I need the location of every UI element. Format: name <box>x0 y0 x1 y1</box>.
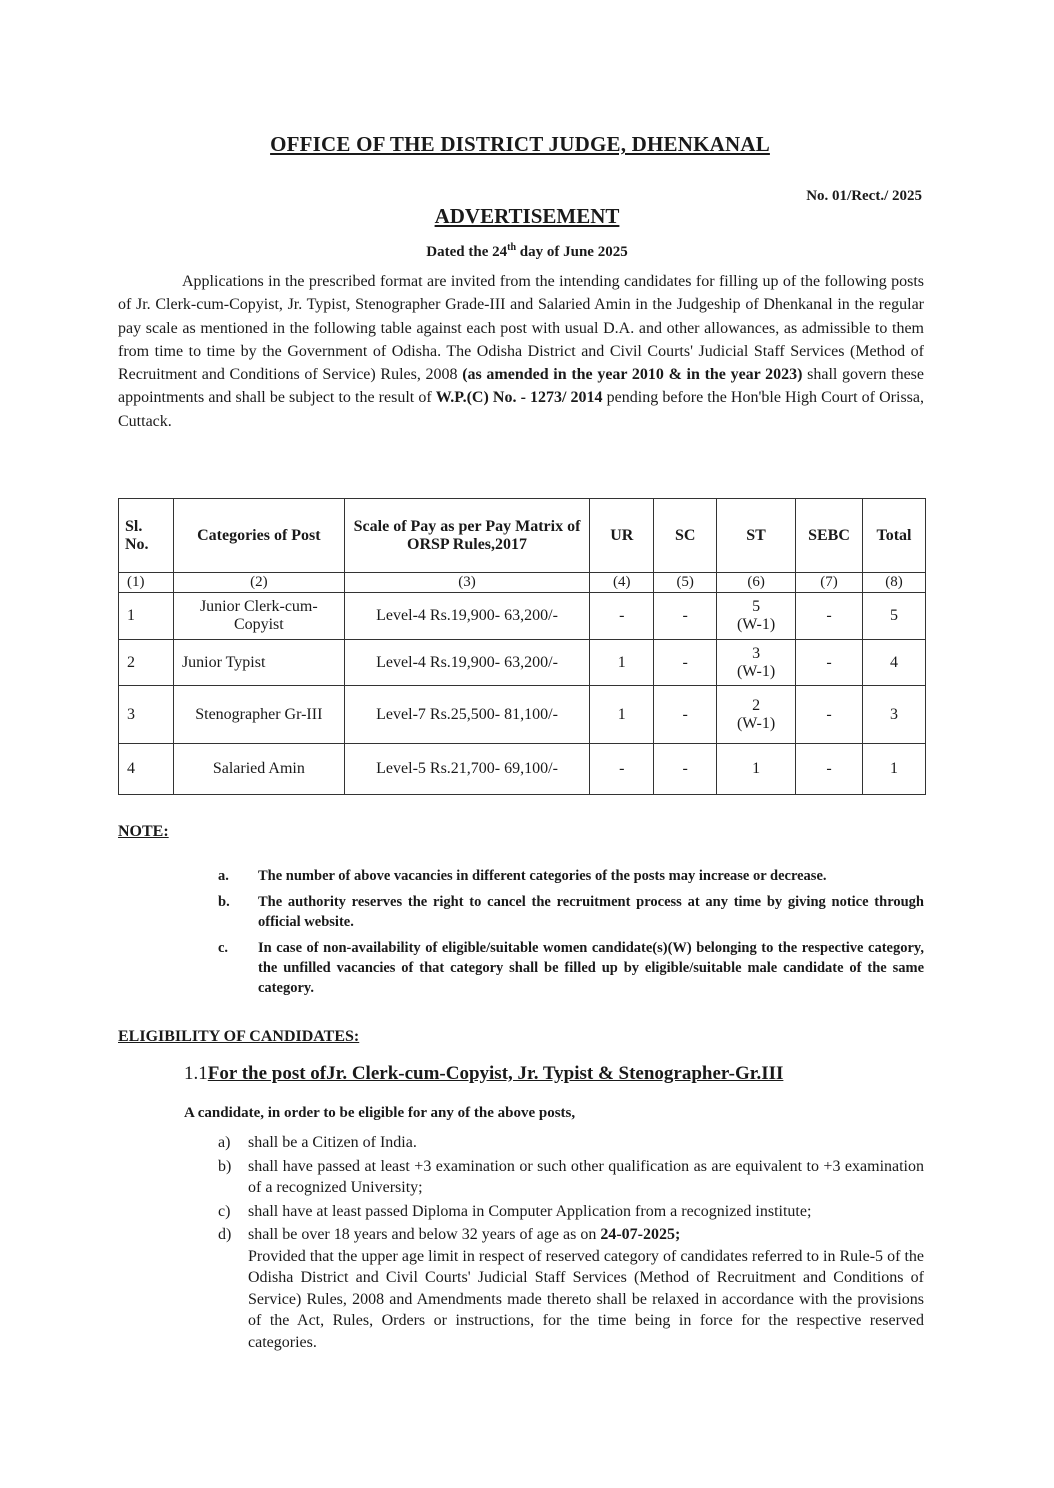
eligibility-heading: ELIGIBILITY OF CANDIDATES: <box>118 1028 360 1045</box>
cell-sl: 3 <box>119 686 174 744</box>
cell-ur: - <box>590 744 654 795</box>
cell-post: Salaried Amin <box>173 744 344 795</box>
cell-sl: 4 <box>119 744 174 795</box>
cell-st <box>717 686 796 744</box>
st-count: 5 <box>752 598 761 615</box>
list-item <box>218 892 924 932</box>
col-num: (1) <box>119 573 174 593</box>
col-num: (4) <box>590 573 654 593</box>
cell-sebc: - <box>796 640 863 686</box>
cell-scale: Level-4 Rs.19,900- 63,200/- <box>344 593 590 640</box>
intro-bold-amendment: (as amended in the year 2010 & in the year 2023) <box>462 366 803 384</box>
note-heading: NOTE: <box>118 823 169 840</box>
st-women-note: (W-1) <box>736 662 776 680</box>
header-sebc: SEBC <box>796 499 863 573</box>
vacancy-table <box>118 498 926 795</box>
header-total: Total <box>862 499 925 573</box>
cell-ur: - <box>590 593 654 640</box>
st-count: 2 <box>752 696 761 714</box>
age-cutoff-date: 24-07-2025; <box>600 1226 681 1243</box>
header-ur: UR <box>590 499 654 573</box>
header-sc: SC <box>654 499 717 573</box>
table-row <box>119 593 926 640</box>
header-sl-no: Sl. No. <box>119 499 174 573</box>
item-text: shall be over 18 years and below 32 years of age as on <box>248 1226 601 1243</box>
item-text: shall be a Citizen of India. <box>248 1134 417 1151</box>
list-item <box>218 1132 924 1154</box>
cell-sebc: - <box>796 744 863 795</box>
col-num: (2) <box>173 573 344 593</box>
item-label: d) <box>218 1226 232 1243</box>
age-relaxation-proviso: Provided that the upper age limit in respect of reserved category of candidates referred to in Rule-5 of the Odisha District and Civil Courts' Judicial Staff Services (Method of Recruitment and Conditions of Service) Rules, 2008 and Amendments made thereto shall be relaxed in accordance with the provisions of the Act, Rules, Orders or instructions, for the time being in force for the respective reserved categories. <box>248 1247 924 1351</box>
intro-paragraph <box>118 270 924 433</box>
table-row <box>119 640 926 686</box>
list-item <box>218 866 924 886</box>
cell-scale: Level-7 Rs.25,500- 81,100/- <box>344 686 590 744</box>
cell-sebc: - <box>796 593 863 640</box>
note-label: a. <box>218 868 229 884</box>
note-text: The authority reserves the right to cancel the recruitment process at any time by giving notice through official website. <box>258 894 924 930</box>
note-text: In case of non-availability of eligible/suitable women candidate(s)(W) belonging to the respective category, the unfilled vacancies of that category shall be filled up by eligible/suitable male candidate of the same category. <box>258 940 924 996</box>
cell-ur: 1 <box>590 686 654 744</box>
cell-total: 4 <box>862 640 925 686</box>
item-label: c) <box>218 1202 231 1220</box>
table-column-number-row <box>119 573 926 593</box>
col-num: (6) <box>717 573 796 593</box>
cell-sebc: - <box>796 686 863 744</box>
st-women-note: (W-1) <box>736 616 776 633</box>
cell-st <box>717 593 796 640</box>
cell-scale: Level-5 Rs.21,700- 69,100/- <box>344 744 590 795</box>
eligibility-lead: A candidate, in order to be eligible for any of the above posts, <box>184 1105 576 1121</box>
cell-total: 3 <box>862 686 925 744</box>
col-num: (5) <box>654 573 717 593</box>
item-label: a) <box>218 1134 231 1151</box>
intro-text-1: Applications in the prescribed format are invited from the intending candidates for filling up of the following posts of Jr. Clerk-cum-Copyist, Jr. Typist, Stenographer Grade-III and Salaried Amin in the Judgeship of Dhenkanal in the regular pay scale as mentioned in the following table against each post with usual D.A. and other allowances, as admissible to them from time to time by the Government of Odisha. The Odisha District and Civil Courts' Judicial Staff Services (Method of Recruitment and Conditions of Service) Rules, 2008 <box>118 273 924 384</box>
cell-sc: - <box>654 593 717 640</box>
date-prefix: Dated the 24 <box>426 244 508 260</box>
cell-scale: Level-4 Rs.19,900- 63,200/- <box>344 640 590 686</box>
cell-post: Junior Clerk-cum-Copyist <box>173 593 344 640</box>
table-header-row <box>119 499 926 573</box>
subheading-number: 1.1 <box>184 1063 208 1084</box>
cell-st <box>717 640 796 686</box>
cell-ur: 1 <box>590 640 654 686</box>
cell-sc: - <box>654 686 717 744</box>
header-st: ST <box>717 499 796 573</box>
item-text: shall have passed at least +3 examination or such other qualification as are equivalent to +3 examination of a recognized University; <box>248 1157 924 1196</box>
cell-sc: - <box>654 744 717 795</box>
list-item <box>218 1156 924 1199</box>
advertisement-title: ADVERTISEMENT <box>434 204 620 228</box>
cell-st: 1 <box>717 744 796 795</box>
header-scale: Scale of Pay as per Pay Matrix of ORSP Rules,2017 <box>344 499 590 573</box>
cell-post: Junior Typist <box>173 640 344 686</box>
intro-text-2: shall govern these appointments and shall be subject to the result of <box>118 366 925 407</box>
reference-number: No. 01/Rect./ 2025 <box>806 188 922 204</box>
cell-sc: - <box>654 640 717 686</box>
subheading-title: For the post ofJr. Clerk-cum-Copyist, Jr. Typist & Stenographer-Gr.III <box>207 1063 784 1084</box>
date-ordinal: th <box>507 242 517 253</box>
st-women-note: (W-1) <box>736 714 776 732</box>
cell-total: 1 <box>862 744 925 795</box>
table-row <box>119 686 926 744</box>
office-title: OFFICE OF THE DISTRICT JUDGE, DHENKANAL <box>270 132 770 156</box>
list-item <box>218 938 924 998</box>
col-num: (7) <box>796 573 863 593</box>
eligibility-subheading <box>184 1063 783 1085</box>
cell-total: 5 <box>862 593 925 640</box>
note-list <box>218 866 924 1004</box>
note-label: b. <box>218 894 230 910</box>
intro-bold-writ: W.P.(C) No. - 1273/ 2014 <box>435 389 603 407</box>
col-num: (3) <box>344 573 590 593</box>
advertisement-date <box>0 242 1054 261</box>
table-row <box>119 744 926 795</box>
note-text: The number of above vacancies in different categories of the posts may increase or decrease. <box>258 868 827 884</box>
list-item <box>218 1201 924 1223</box>
item-label: b) <box>218 1157 232 1175</box>
cell-sl: 1 <box>119 593 174 640</box>
list-item <box>218 1224 924 1246</box>
cell-sl: 2 <box>119 640 174 686</box>
col-num: (8) <box>862 573 925 593</box>
cell-post: Stenographer Gr-III <box>173 686 344 744</box>
note-label: c. <box>218 940 229 956</box>
header-category: Categories of Post <box>173 499 344 573</box>
date-suffix: day of June 2025 <box>516 244 628 260</box>
eligibility-list <box>218 1132 924 1353</box>
st-count: 3 <box>752 644 761 662</box>
item-text: shall have at least passed Diploma in Computer Application from a recognized institute; <box>248 1202 812 1220</box>
intro-text-3: pending before the Hon'ble High Court of Orissa, Cuttack. <box>118 389 924 430</box>
